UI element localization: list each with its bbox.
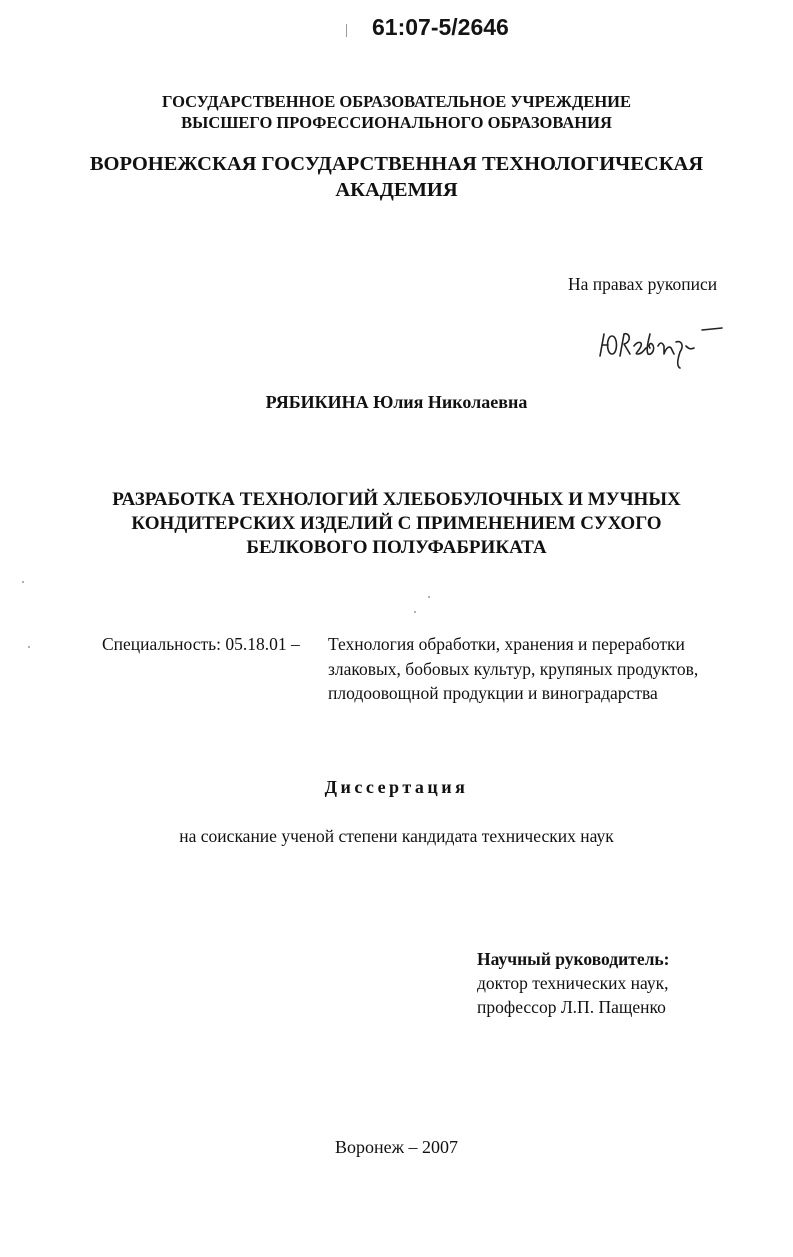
academy-line-2: АКАДЕМИЯ (335, 179, 458, 201)
title-line-2: КОНДИТЕРСКИХ ИЗДЕЛИЙ С ПРИМЕНЕНИЕМ СУХОГО (131, 513, 662, 534)
scan-speck (28, 646, 30, 648)
scan-mark (346, 24, 347, 37)
specialty-description (328, 632, 748, 706)
author-name: РЯБИКИНА Юлия Николаевна (265, 392, 528, 412)
scan-speck (22, 581, 24, 583)
institution-line-1: ГОСУДАРСТВЕННОЕ ОБРАЗОВАТЕЛЬНОЕ УЧРЕЖДЕНИЕ (161, 92, 631, 111)
title-line-1: РАЗРАБОТКА ТЕХНОЛОГИЙ ХЛЕБОБУЛОЧНЫХ И МУЧНЫХ (112, 489, 681, 510)
handwritten-signature (598, 312, 728, 372)
scan-speck (428, 596, 430, 598)
specialty-line-1: Технология обработки, хранения и переработки (328, 634, 685, 654)
academy-line-1: ВОРОНЕЖСКАЯ ГОСУДАРСТВЕННАЯ ТЕХНОЛОГИЧЕСКАЯ (89, 153, 704, 175)
document-type: Диссертация (324, 777, 469, 797)
specialty-line-3: плодоовощной продукции и виноградарства (328, 683, 658, 703)
institution-line-2: ВЫСШЕГО ПРОФЕССИОНАЛЬНОГО ОБРАЗОВАНИЯ (181, 113, 612, 132)
title-line-3: БЕЛКОВОГО ПОЛУФАБРИКАТА (246, 537, 547, 558)
supervisor-heading: Научный руководитель: (477, 949, 670, 969)
scan-speck (414, 611, 416, 613)
city-year: Воронеж – 2007 (334, 1137, 459, 1157)
supervisor-name: профессор Л.П. Пащенко (477, 997, 666, 1017)
specialty-label: Специальность: 05.18.01 – (102, 634, 300, 654)
academy-heading (0, 151, 793, 203)
supervisor-block (477, 947, 670, 1019)
library-stamp-code: 61:07-5/2646 (372, 14, 509, 40)
institution-heading (0, 91, 793, 133)
degree-statement: на соискание ученой степени кандидата технических наук (179, 826, 614, 846)
specialty-line-2: злаковых, бобовых культур, крупяных продуктов, (328, 658, 699, 679)
dissertation-title (0, 488, 793, 560)
supervisor-degree: доктор технических наук, (477, 973, 669, 993)
manuscript-rights-note: На правах рукописи (568, 274, 718, 294)
